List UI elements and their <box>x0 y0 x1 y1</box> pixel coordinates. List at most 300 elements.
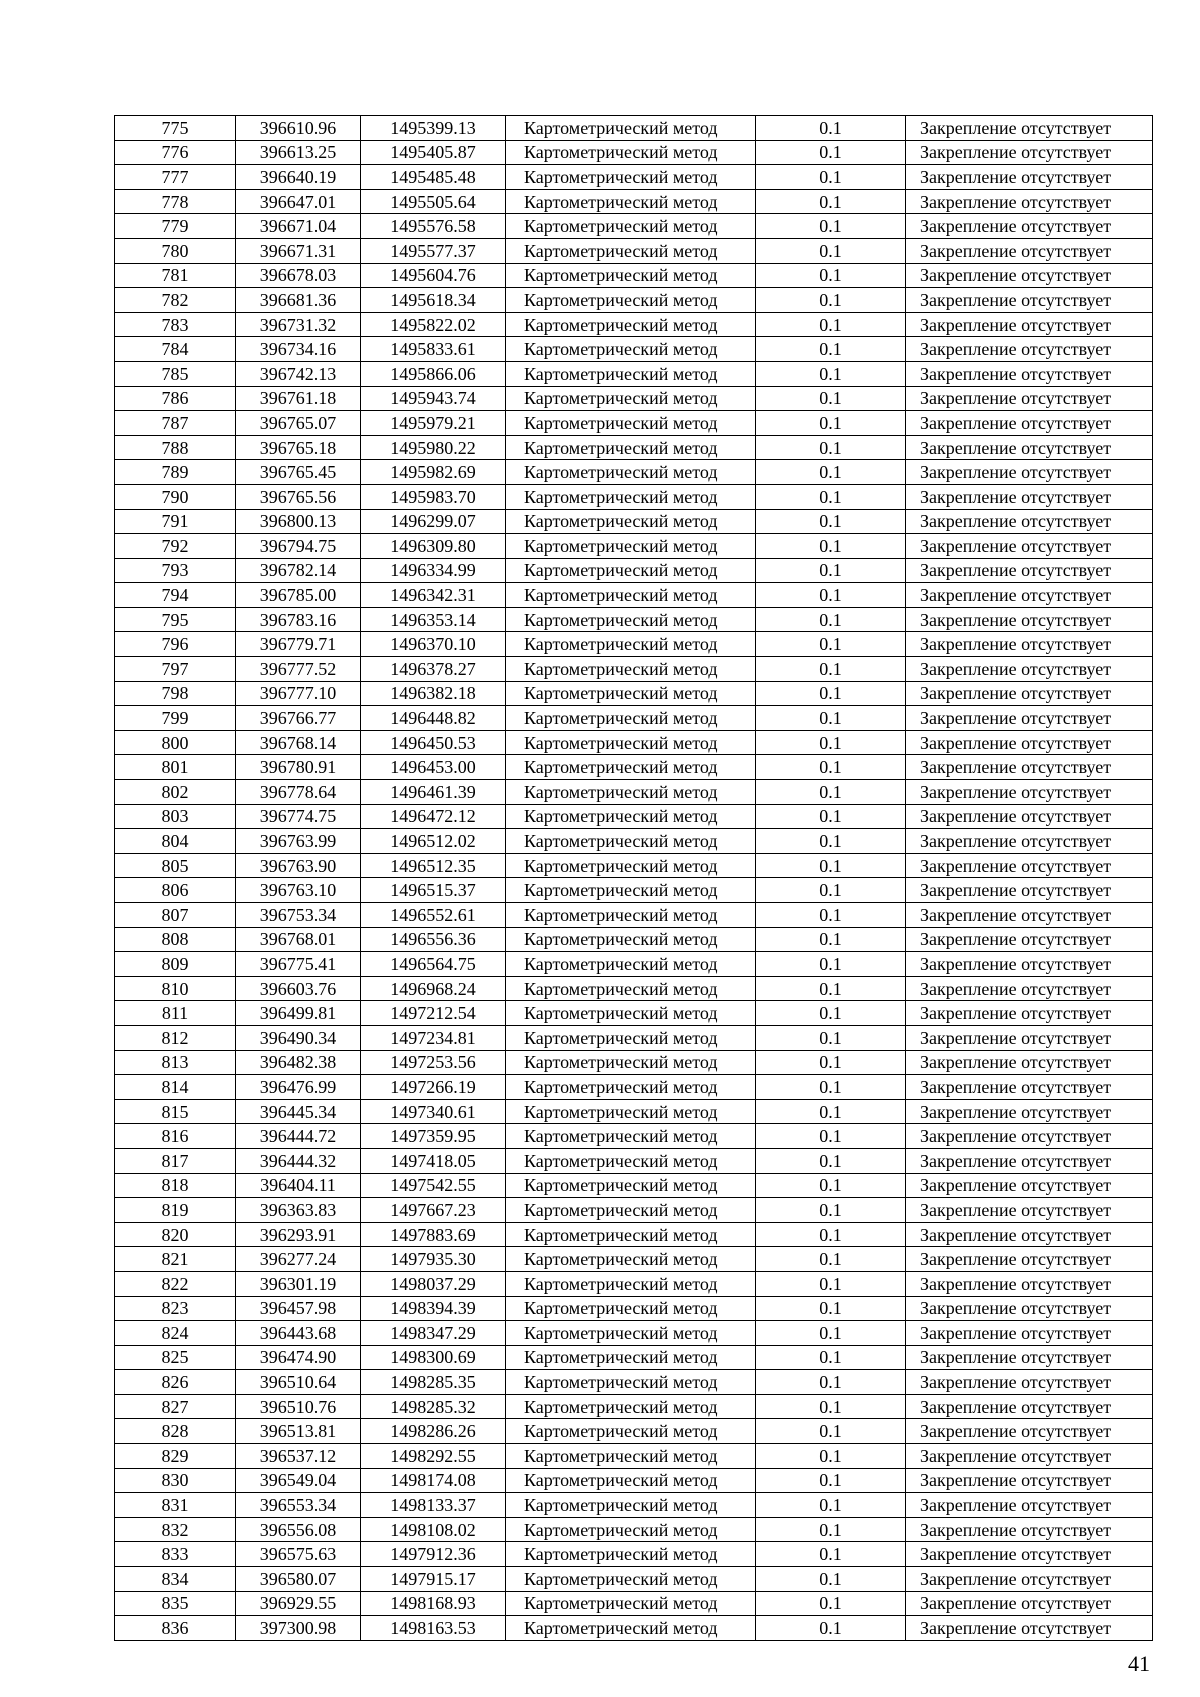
fixing-cell: Закрепление отсутствует <box>906 706 1153 731</box>
accuracy-cell: 0.1 <box>756 435 906 460</box>
point-number-cell: 826 <box>115 1370 236 1395</box>
point-number-cell: 805 <box>115 853 236 878</box>
method-cell: Картометрический метод <box>506 337 756 362</box>
method-cell: Картометрический метод <box>506 1517 756 1542</box>
point-number-cell: 812 <box>115 1025 236 1050</box>
x-coordinate-cell: 396780.91 <box>236 755 361 780</box>
method-cell: Картометрический метод <box>506 632 756 657</box>
accuracy-cell: 0.1 <box>756 706 906 731</box>
accuracy-cell: 0.1 <box>756 1517 906 1542</box>
method-cell: Картометрический метод <box>506 755 756 780</box>
accuracy-cell: 0.1 <box>756 1247 906 1272</box>
accuracy-cell: 0.1 <box>756 804 906 829</box>
fixing-cell: Закрепление отсутствует <box>906 1468 1153 1493</box>
y-coordinate-cell: 1496334.99 <box>361 558 506 583</box>
fixing-cell: Закрепление отсутствует <box>906 853 1153 878</box>
x-coordinate-cell: 396482.38 <box>236 1050 361 1075</box>
y-coordinate-cell: 1497253.56 <box>361 1050 506 1075</box>
fixing-cell: Закрепление отсутствует <box>906 1271 1153 1296</box>
x-coordinate-cell: 396774.75 <box>236 804 361 829</box>
fixing-cell: Закрепление отсутствует <box>906 1148 1153 1173</box>
method-cell: Картометрический метод <box>506 829 756 854</box>
table-row <box>115 1296 1153 1321</box>
fixing-cell: Закрепление отсутствует <box>906 1222 1153 1247</box>
fixing-cell: Закрепление отсутствует <box>906 189 1153 214</box>
fixing-cell: Закрепление отсутствует <box>906 460 1153 485</box>
fixing-cell: Закрепление отсутствует <box>906 976 1153 1001</box>
accuracy-cell: 0.1 <box>756 1296 906 1321</box>
point-number-cell: 820 <box>115 1222 236 1247</box>
table-row <box>115 607 1153 632</box>
x-coordinate-cell: 396445.34 <box>236 1099 361 1124</box>
y-coordinate-cell: 1495576.58 <box>361 214 506 239</box>
fixing-cell: Закрепление отсутствует <box>906 657 1153 682</box>
x-coordinate-cell: 396929.55 <box>236 1591 361 1616</box>
method-cell: Картометрический метод <box>506 1173 756 1198</box>
y-coordinate-cell: 1495399.13 <box>361 116 506 141</box>
point-number-cell: 791 <box>115 509 236 534</box>
method-cell: Картометрический метод <box>506 1075 756 1100</box>
fixing-cell: Закрепление отсутствует <box>906 361 1153 386</box>
point-number-cell: 815 <box>115 1099 236 1124</box>
x-coordinate-cell: 396301.19 <box>236 1271 361 1296</box>
accuracy-cell: 0.1 <box>756 829 906 854</box>
fixing-cell: Закрепление отсутствует <box>906 1296 1153 1321</box>
x-coordinate-cell: 396763.90 <box>236 853 361 878</box>
point-number-cell: 807 <box>115 903 236 928</box>
method-cell: Картометрический метод <box>506 976 756 1001</box>
coordinates-table <box>114 115 1153 1641</box>
point-number-cell: 808 <box>115 927 236 952</box>
fixing-cell: Закрепление отсутствует <box>906 1075 1153 1100</box>
y-coordinate-cell: 1496968.24 <box>361 976 506 1001</box>
fixing-cell: Закрепление отсутствует <box>906 288 1153 313</box>
y-coordinate-cell: 1495405.87 <box>361 140 506 165</box>
accuracy-cell: 0.1 <box>756 878 906 903</box>
point-number-cell: 778 <box>115 189 236 214</box>
point-number-cell: 784 <box>115 337 236 362</box>
method-cell: Картометрический метод <box>506 730 756 755</box>
fixing-cell: Закрепление отсутствует <box>906 435 1153 460</box>
table-row <box>115 780 1153 805</box>
x-coordinate-cell: 396753.34 <box>236 903 361 928</box>
accuracy-cell: 0.1 <box>756 952 906 977</box>
y-coordinate-cell: 1495866.06 <box>361 361 506 386</box>
y-coordinate-cell: 1495618.34 <box>361 288 506 313</box>
accuracy-cell: 0.1 <box>756 927 906 952</box>
table-row <box>115 1124 1153 1149</box>
y-coordinate-cell: 1496378.27 <box>361 657 506 682</box>
y-coordinate-cell: 1497542.55 <box>361 1173 506 1198</box>
table-row <box>115 1493 1153 1518</box>
accuracy-cell: 0.1 <box>756 1321 906 1346</box>
y-coordinate-cell: 1495980.22 <box>361 435 506 460</box>
table-row <box>115 1444 1153 1469</box>
table-row <box>115 1345 1153 1370</box>
table-row <box>115 829 1153 854</box>
x-coordinate-cell: 396794.75 <box>236 534 361 559</box>
x-coordinate-cell: 396765.45 <box>236 460 361 485</box>
accuracy-cell: 0.1 <box>756 976 906 1001</box>
y-coordinate-cell: 1495983.70 <box>361 484 506 509</box>
x-coordinate-cell: 396765.07 <box>236 411 361 436</box>
x-coordinate-cell: 396766.77 <box>236 706 361 731</box>
table-row <box>115 1050 1153 1075</box>
method-cell: Картометрический метод <box>506 681 756 706</box>
accuracy-cell: 0.1 <box>756 1099 906 1124</box>
accuracy-cell: 0.1 <box>756 780 906 805</box>
x-coordinate-cell: 396490.34 <box>236 1025 361 1050</box>
accuracy-cell: 0.1 <box>756 1271 906 1296</box>
y-coordinate-cell: 1497935.30 <box>361 1247 506 1272</box>
x-coordinate-cell: 396549.04 <box>236 1468 361 1493</box>
table-row <box>115 165 1153 190</box>
table-row <box>115 1542 1153 1567</box>
point-number-cell: 782 <box>115 288 236 313</box>
accuracy-cell: 0.1 <box>756 1567 906 1592</box>
method-cell: Картометрический метод <box>506 1542 756 1567</box>
table-row <box>115 927 1153 952</box>
y-coordinate-cell: 1498300.69 <box>361 1345 506 1370</box>
accuracy-cell: 0.1 <box>756 1198 906 1223</box>
fixing-cell: Закрепление отсутствует <box>906 263 1153 288</box>
point-number-cell: 780 <box>115 238 236 263</box>
fixing-cell: Закрепление отсутствует <box>906 927 1153 952</box>
point-number-cell: 829 <box>115 1444 236 1469</box>
method-cell: Картометрический метод <box>506 263 756 288</box>
x-coordinate-cell: 396556.08 <box>236 1517 361 1542</box>
table-row <box>115 1198 1153 1223</box>
table-row <box>115 460 1153 485</box>
table-row <box>115 853 1153 878</box>
fixing-cell: Закрепление отсутствует <box>906 829 1153 854</box>
point-number-cell: 787 <box>115 411 236 436</box>
accuracy-cell: 0.1 <box>756 263 906 288</box>
accuracy-cell: 0.1 <box>756 214 906 239</box>
x-coordinate-cell: 396768.14 <box>236 730 361 755</box>
y-coordinate-cell: 1498394.39 <box>361 1296 506 1321</box>
x-coordinate-cell: 396775.41 <box>236 952 361 977</box>
table-row <box>115 1394 1153 1419</box>
accuracy-cell: 0.1 <box>756 1173 906 1198</box>
accuracy-cell: 0.1 <box>756 853 906 878</box>
accuracy-cell: 0.1 <box>756 116 906 141</box>
fixing-cell: Закрепление отсутствует <box>906 681 1153 706</box>
point-number-cell: 806 <box>115 878 236 903</box>
x-coordinate-cell: 396800.13 <box>236 509 361 534</box>
table-row <box>115 878 1153 903</box>
point-number-cell: 801 <box>115 755 236 780</box>
accuracy-cell: 0.1 <box>756 386 906 411</box>
y-coordinate-cell: 1497266.19 <box>361 1075 506 1100</box>
x-coordinate-cell: 396782.14 <box>236 558 361 583</box>
accuracy-cell: 0.1 <box>756 460 906 485</box>
y-coordinate-cell: 1496309.80 <box>361 534 506 559</box>
method-cell: Картометрический метод <box>506 165 756 190</box>
accuracy-cell: 0.1 <box>756 484 906 509</box>
method-cell: Картометрический метод <box>506 411 756 436</box>
accuracy-cell: 0.1 <box>756 337 906 362</box>
table-row <box>115 214 1153 239</box>
method-cell: Картометрический метод <box>506 927 756 952</box>
method-cell: Картометрический метод <box>506 1370 756 1395</box>
table-row <box>115 558 1153 583</box>
method-cell: Картометрический метод <box>506 1271 756 1296</box>
table-row <box>115 706 1153 731</box>
x-coordinate-cell: 396671.31 <box>236 238 361 263</box>
table-row <box>115 1468 1153 1493</box>
x-coordinate-cell: 396404.11 <box>236 1173 361 1198</box>
table-row <box>115 1591 1153 1616</box>
table-row <box>115 189 1153 214</box>
x-coordinate-cell: 396734.16 <box>236 337 361 362</box>
method-cell: Картометрический метод <box>506 214 756 239</box>
accuracy-cell: 0.1 <box>756 755 906 780</box>
accuracy-cell: 0.1 <box>756 558 906 583</box>
fixing-cell: Закрепление отсутствует <box>906 534 1153 559</box>
x-coordinate-cell: 396476.99 <box>236 1075 361 1100</box>
accuracy-cell: 0.1 <box>756 730 906 755</box>
point-number-cell: 819 <box>115 1198 236 1223</box>
x-coordinate-cell: 396765.56 <box>236 484 361 509</box>
table-row <box>115 657 1153 682</box>
fixing-cell: Закрепление отсутствует <box>906 780 1153 805</box>
point-number-cell: 802 <box>115 780 236 805</box>
table-row <box>115 755 1153 780</box>
table-row <box>115 730 1153 755</box>
x-coordinate-cell: 396443.68 <box>236 1321 361 1346</box>
table-row <box>115 534 1153 559</box>
method-cell: Картометрический метод <box>506 1567 756 1592</box>
point-number-cell: 803 <box>115 804 236 829</box>
accuracy-cell: 0.1 <box>756 165 906 190</box>
x-coordinate-cell: 396510.76 <box>236 1394 361 1419</box>
x-coordinate-cell: 396610.96 <box>236 116 361 141</box>
fixing-cell: Закрепление отсутствует <box>906 1050 1153 1075</box>
method-cell: Картометрический метод <box>506 607 756 632</box>
method-cell: Картометрический метод <box>506 435 756 460</box>
table-row <box>115 1173 1153 1198</box>
table-row <box>115 1222 1153 1247</box>
point-number-cell: 831 <box>115 1493 236 1518</box>
accuracy-cell: 0.1 <box>756 1591 906 1616</box>
point-number-cell: 776 <box>115 140 236 165</box>
accuracy-cell: 0.1 <box>756 1050 906 1075</box>
accuracy-cell: 0.1 <box>756 1493 906 1518</box>
y-coordinate-cell: 1496382.18 <box>361 681 506 706</box>
point-number-cell: 785 <box>115 361 236 386</box>
fixing-cell: Закрепление отсутствует <box>906 558 1153 583</box>
y-coordinate-cell: 1498037.29 <box>361 1271 506 1296</box>
fixing-cell: Закрепление отсутствует <box>906 1198 1153 1223</box>
table-row <box>115 386 1153 411</box>
x-coordinate-cell: 396474.90 <box>236 1345 361 1370</box>
y-coordinate-cell: 1496299.07 <box>361 509 506 534</box>
x-coordinate-cell: 396444.72 <box>236 1124 361 1149</box>
point-number-cell: 781 <box>115 263 236 288</box>
point-number-cell: 813 <box>115 1050 236 1075</box>
table-row <box>115 238 1153 263</box>
x-coordinate-cell: 396765.18 <box>236 435 361 460</box>
point-number-cell: 818 <box>115 1173 236 1198</box>
method-cell: Картометрический метод <box>506 361 756 386</box>
method-cell: Картометрический метод <box>506 903 756 928</box>
table-row <box>115 361 1153 386</box>
table-row <box>115 1075 1153 1100</box>
table-row <box>115 1370 1153 1395</box>
accuracy-cell: 0.1 <box>756 361 906 386</box>
point-number-cell: 811 <box>115 1001 236 1026</box>
point-number-cell: 833 <box>115 1542 236 1567</box>
point-number-cell: 822 <box>115 1271 236 1296</box>
method-cell: Картометрический метод <box>506 1025 756 1050</box>
method-cell: Картометрический метод <box>506 1493 756 1518</box>
x-coordinate-cell: 396777.52 <box>236 657 361 682</box>
y-coordinate-cell: 1498292.55 <box>361 1444 506 1469</box>
fixing-cell: Закрепление отсутствует <box>906 804 1153 829</box>
method-cell: Картометрический метод <box>506 116 756 141</box>
x-coordinate-cell: 396671.04 <box>236 214 361 239</box>
y-coordinate-cell: 1495833.61 <box>361 337 506 362</box>
method-cell: Картометрический метод <box>506 558 756 583</box>
point-number-cell: 816 <box>115 1124 236 1149</box>
x-coordinate-cell: 396553.34 <box>236 1493 361 1518</box>
point-number-cell: 789 <box>115 460 236 485</box>
fixing-cell: Закрепление отсутствует <box>906 238 1153 263</box>
method-cell: Картометрический метод <box>506 1394 756 1419</box>
method-cell: Картометрический метод <box>506 1050 756 1075</box>
x-coordinate-cell: 396640.19 <box>236 165 361 190</box>
method-cell: Картометрический метод <box>506 460 756 485</box>
method-cell: Картометрический метод <box>506 780 756 805</box>
point-number-cell: 779 <box>115 214 236 239</box>
point-number-cell: 790 <box>115 484 236 509</box>
method-cell: Картометрический метод <box>506 804 756 829</box>
accuracy-cell: 0.1 <box>756 681 906 706</box>
fixing-cell: Закрепление отсутствует <box>906 1321 1153 1346</box>
fixing-cell: Закрепление отсутствует <box>906 755 1153 780</box>
table-row <box>115 952 1153 977</box>
point-number-cell: 810 <box>115 976 236 1001</box>
method-cell: Картометрический метод <box>506 1198 756 1223</box>
point-number-cell: 775 <box>115 116 236 141</box>
fixing-cell: Закрепление отсутствует <box>906 484 1153 509</box>
accuracy-cell: 0.1 <box>756 534 906 559</box>
accuracy-cell: 0.1 <box>756 1370 906 1395</box>
fixing-cell: Закрепление отсутствует <box>906 607 1153 632</box>
accuracy-cell: 0.1 <box>756 1222 906 1247</box>
x-coordinate-cell: 396785.00 <box>236 583 361 608</box>
point-number-cell: 817 <box>115 1148 236 1173</box>
method-cell: Картометрический метод <box>506 1616 756 1641</box>
point-number-cell: 809 <box>115 952 236 977</box>
accuracy-cell: 0.1 <box>756 1001 906 1026</box>
point-number-cell: 795 <box>115 607 236 632</box>
method-cell: Картометрический метод <box>506 238 756 263</box>
x-coordinate-cell: 396742.13 <box>236 361 361 386</box>
y-coordinate-cell: 1496512.35 <box>361 853 506 878</box>
accuracy-cell: 0.1 <box>756 657 906 682</box>
x-coordinate-cell: 396761.18 <box>236 386 361 411</box>
y-coordinate-cell: 1495982.69 <box>361 460 506 485</box>
table-row <box>115 903 1153 928</box>
x-coordinate-cell: 396277.24 <box>236 1247 361 1272</box>
fixing-cell: Закрепление отсутствует <box>906 1444 1153 1469</box>
fixing-cell: Закрепление отсутствует <box>906 1001 1153 1026</box>
method-cell: Картометрический метод <box>506 1148 756 1173</box>
method-cell: Картометрический метод <box>506 534 756 559</box>
y-coordinate-cell: 1498174.08 <box>361 1468 506 1493</box>
table-row <box>115 484 1153 509</box>
fixing-cell: Закрепление отсутствует <box>906 632 1153 657</box>
fixing-cell: Закрепление отсутствует <box>906 312 1153 337</box>
table-row <box>115 1001 1153 1026</box>
method-cell: Картометрический метод <box>506 1591 756 1616</box>
fixing-cell: Закрепление отсутствует <box>906 1124 1153 1149</box>
fixing-cell: Закрепление отсутствует <box>906 952 1153 977</box>
accuracy-cell: 0.1 <box>756 189 906 214</box>
point-number-cell: 797 <box>115 657 236 682</box>
method-cell: Картометрический метод <box>506 1296 756 1321</box>
point-number-cell: 828 <box>115 1419 236 1444</box>
table-row <box>115 1321 1153 1346</box>
fixing-cell: Закрепление отсутствует <box>906 1591 1153 1616</box>
table-row <box>115 583 1153 608</box>
point-number-cell: 814 <box>115 1075 236 1100</box>
table-row <box>115 1247 1153 1272</box>
table-row <box>115 1616 1153 1641</box>
fixing-cell: Закрепление отсутствует <box>906 214 1153 239</box>
fixing-cell: Закрепление отсутствует <box>906 1493 1153 1518</box>
method-cell: Картометрический метод <box>506 484 756 509</box>
y-coordinate-cell: 1498286.26 <box>361 1419 506 1444</box>
table-row <box>115 976 1153 1001</box>
accuracy-cell: 0.1 <box>756 140 906 165</box>
point-number-cell: 821 <box>115 1247 236 1272</box>
fixing-cell: Закрепление отсутствует <box>906 1394 1153 1419</box>
point-number-cell: 827 <box>115 1394 236 1419</box>
fixing-cell: Закрепление отсутствует <box>906 165 1153 190</box>
x-coordinate-cell: 396499.81 <box>236 1001 361 1026</box>
fixing-cell: Закрепление отсутствует <box>906 1099 1153 1124</box>
y-coordinate-cell: 1495943.74 <box>361 386 506 411</box>
method-cell: Картометрический метод <box>506 1001 756 1026</box>
x-coordinate-cell: 396778.64 <box>236 780 361 805</box>
y-coordinate-cell: 1498108.02 <box>361 1517 506 1542</box>
point-number-cell: 792 <box>115 534 236 559</box>
accuracy-cell: 0.1 <box>756 903 906 928</box>
x-coordinate-cell: 396457.98 <box>236 1296 361 1321</box>
fixing-cell: Закрепление отсутствует <box>906 1616 1153 1641</box>
x-coordinate-cell: 396575.63 <box>236 1542 361 1567</box>
method-cell: Картометрический метод <box>506 853 756 878</box>
method-cell: Картометрический метод <box>506 1345 756 1370</box>
y-coordinate-cell: 1498163.53 <box>361 1616 506 1641</box>
x-coordinate-cell: 396510.64 <box>236 1370 361 1395</box>
table-row <box>115 1419 1153 1444</box>
y-coordinate-cell: 1495505.64 <box>361 189 506 214</box>
point-number-cell: 800 <box>115 730 236 755</box>
accuracy-cell: 0.1 <box>756 1542 906 1567</box>
fixing-cell: Закрепление отсутствует <box>906 140 1153 165</box>
point-number-cell: 832 <box>115 1517 236 1542</box>
method-cell: Картометрический метод <box>506 706 756 731</box>
x-coordinate-cell: 396293.91 <box>236 1222 361 1247</box>
y-coordinate-cell: 1495577.37 <box>361 238 506 263</box>
method-cell: Картометрический метод <box>506 1468 756 1493</box>
y-coordinate-cell: 1496552.61 <box>361 903 506 928</box>
point-number-cell: 796 <box>115 632 236 657</box>
